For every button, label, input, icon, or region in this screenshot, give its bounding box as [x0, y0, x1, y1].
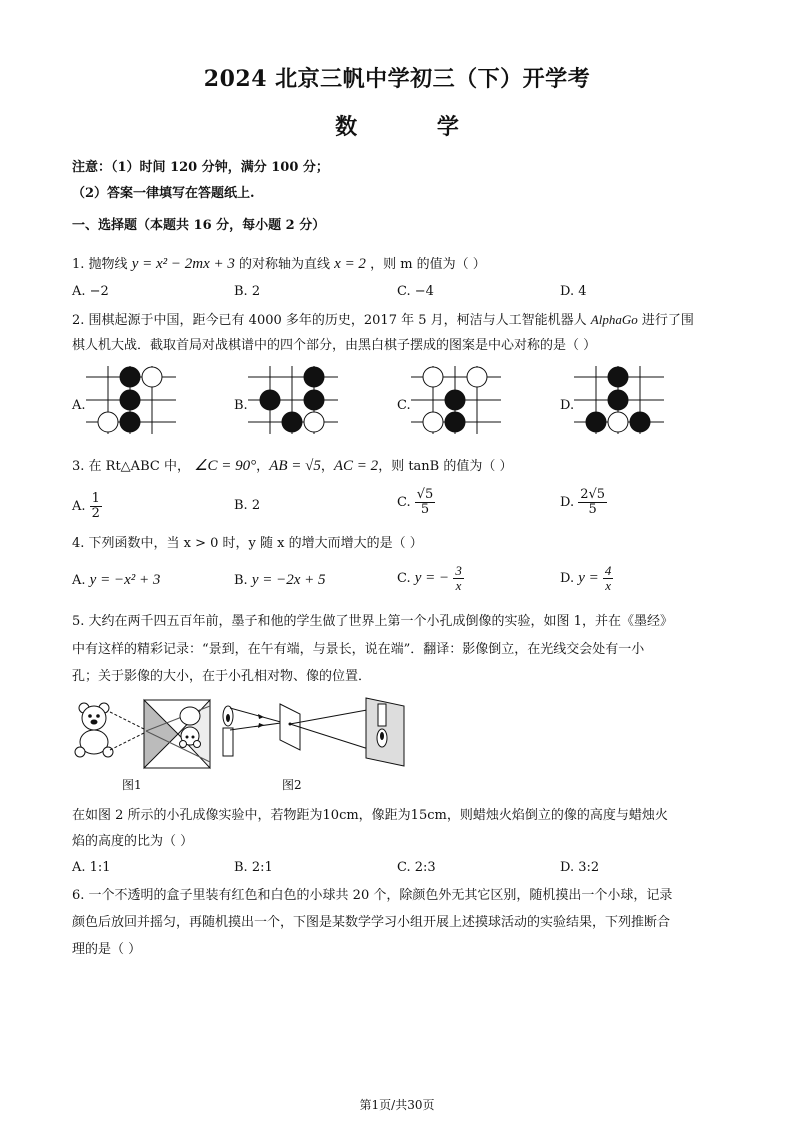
denominator: 2	[91, 506, 100, 521]
q3-option-a-label: A.	[72, 499, 86, 514]
figure-2-caption: 图2	[282, 778, 302, 792]
q3-option-d	[560, 488, 607, 517]
numerator: 3	[455, 563, 462, 578]
q3-option-d-fraction	[578, 488, 607, 517]
numerator: √5	[416, 487, 434, 502]
black-stone	[445, 412, 465, 432]
denominator: 5	[420, 502, 430, 517]
q2-option-c-label: C.	[397, 398, 411, 413]
question-5-line-2: 中有这样的精彩记录：“景到，在午有端，与景长，说在端”．翻译：影像倒立，在光线交会处有一小	[72, 642, 645, 657]
q3-pre: 3. 在 Rt△ABC 中，	[72, 459, 190, 474]
black-stone	[586, 412, 606, 432]
q1-equation-2: x = 2	[334, 256, 366, 272]
black-stone	[282, 412, 302, 432]
question-3: 3. 在 Rt△ABC 中， ∠C = 90°，AB = √5，AC = 2，则 tanB 的值为（ ）	[72, 458, 513, 474]
question-6-line-3: 理的是（ ）	[72, 942, 142, 957]
go-board-d	[574, 364, 664, 436]
q1-option-a: A. −2	[72, 284, 109, 299]
q2-text-a: 2. 围棋起源于中国，距今已有 4000 多年的历史，2017 年 5 月，柯洁与人工智能机器人	[72, 313, 591, 328]
q4-option-c-pre: y = −	[414, 570, 450, 586]
go-board-a	[86, 364, 176, 436]
q1-option-c: C. −4	[397, 284, 434, 299]
page-title: 2024 北京三帆中学初三（下）开学考	[203, 66, 591, 92]
q3-option-b: B. 2	[234, 498, 261, 513]
black-stone	[120, 390, 140, 410]
black-stone	[445, 390, 465, 410]
black-stone	[608, 367, 628, 387]
subject-title: 数 学	[335, 114, 495, 140]
q2-alphago: AlphaGo	[590, 312, 638, 327]
q3-angle: ∠C = 90°	[194, 458, 257, 474]
white-stone	[423, 412, 443, 432]
question-5-line-1: 5. 大约在两千四五百年前，墨子和他的学生做了世界上第一个小孔成倒像的实验，如图 1，并在《墨经》	[72, 614, 673, 629]
q4-option-c	[397, 564, 464, 593]
q4-option-d-fraction	[603, 564, 614, 593]
black-stone	[120, 412, 140, 432]
black-stone	[630, 412, 650, 432]
denominator: 5	[588, 502, 597, 517]
section-title: 一、选择题（本题共 16 分，每小题 2 分）	[72, 218, 326, 233]
q4-option-d-pre: y =	[578, 570, 599, 586]
question-5-line-5: 焰的高度的比为（ ）	[72, 834, 194, 849]
black-stone	[304, 367, 324, 387]
denominator: x	[605, 578, 612, 593]
q5-option-d: D. 3:2	[560, 860, 600, 875]
question-5-line-4: 在如图 2 所示的小孔成像实验中，若物距为10cm，像距为15cm，则蜡烛火焰倒立的像的高度与蜡烛火	[72, 808, 668, 823]
q3-option-c-label: C.	[397, 495, 411, 510]
white-stone	[142, 367, 162, 387]
question-6-line-2: 颜色后放回并摇匀，再随机摸出一个，下图是某数学学习小组开展上述摸球活动的实验结果，下列推断合	[72, 915, 671, 930]
q3-option-a-fraction	[90, 492, 102, 521]
question-4: 4. 下列函数中，当 x > 0 时，y 随 x 的增大而增大的是（ ）	[72, 536, 423, 551]
q4-option-c-fraction	[453, 564, 464, 593]
q3-ac: AC = 2	[333, 458, 379, 474]
black-stone	[608, 390, 628, 410]
white-stone	[423, 367, 443, 387]
q4-option-c-label: C.	[397, 571, 411, 586]
q4-option-d-label: D.	[560, 571, 575, 586]
white-stone	[608, 412, 628, 432]
page-footer: 第1页/共30页	[359, 1098, 435, 1112]
q1-option-b: B. 2	[234, 284, 261, 299]
q3-post: ，则 tanB 的值为（ ）	[378, 459, 513, 474]
white-stone	[304, 412, 324, 432]
q3-option-a	[72, 492, 102, 521]
q4-option-b-label: B.	[234, 573, 248, 588]
q1-post: ，则 m 的值为（ ）	[370, 257, 486, 272]
white-stone	[467, 367, 487, 387]
q3-option-c	[397, 488, 435, 517]
black-stone	[260, 390, 280, 410]
candle-icon	[223, 706, 233, 756]
q3-option-c-fraction	[415, 488, 436, 517]
question-2-line-2: 棋人机大战．截取首局对战棋谱中的四个部分，由黑白棋子摆成的图案是中心对称的是（ ）	[72, 338, 597, 353]
q3-option-d-label: D.	[560, 495, 575, 510]
q5-option-c: C. 2:3	[397, 860, 436, 875]
bear-icon	[75, 703, 113, 757]
q5-option-a: A. 1:1	[72, 860, 111, 875]
q3-ab: AB = √5	[269, 458, 321, 474]
q4-option-a-eq: y = −x² + 3	[89, 572, 161, 588]
inverted-candle-icon	[377, 704, 387, 747]
q2-option-a-label: A.	[72, 398, 86, 413]
go-board-b	[248, 364, 338, 436]
q4-option-b-eq: y = −2x + 5	[251, 572, 326, 588]
black-stone	[304, 390, 324, 410]
question-6-line-1: 6. 一个不透明的盒子里装有红色和白色的小球共 20 个，除颜色外无其它区别，随机摸出一个小球，记录	[72, 888, 673, 903]
q4-option-d	[560, 564, 613, 593]
figure-2-candle-pinhole	[218, 694, 418, 770]
figure-1-pinhole-bear	[70, 692, 220, 772]
q1-option-d: D. 4	[560, 284, 587, 299]
denominator: x	[455, 578, 462, 593]
q4-option-a	[72, 572, 160, 589]
q1-mid: 的对称轴为直线	[239, 257, 331, 272]
q1-equation: y = x² − 2mx + 3	[131, 256, 235, 272]
notice-line-1: 注意：（1）时间 120 分钟，满分 100 分；	[72, 160, 329, 175]
white-stone	[98, 412, 118, 432]
numerator: 4	[604, 563, 612, 578]
question-1	[72, 254, 486, 275]
go-board-c	[411, 364, 501, 436]
notice-line-2: （2）答案一律填写在答题纸上.	[72, 186, 255, 201]
q2-option-d-label: D.	[560, 398, 575, 413]
question-5-line-3: 孔；关于影像的大小，在于小孔相对物、像的位置．	[72, 669, 372, 684]
q2-text-b: 进行了围	[637, 313, 694, 328]
question-2-line-1	[72, 310, 694, 331]
numerator: 2√5	[580, 487, 606, 502]
black-stone	[120, 367, 140, 387]
q2-option-b-label: B.	[234, 398, 248, 413]
q4-option-b	[234, 572, 326, 589]
numerator: 1	[91, 491, 100, 506]
q1-pre: 1. 抛物线	[72, 257, 128, 272]
figure-1-caption: 图1	[122, 778, 142, 792]
q5-option-b: B. 2:1	[234, 860, 273, 875]
q4-option-a-label: A.	[72, 573, 86, 588]
